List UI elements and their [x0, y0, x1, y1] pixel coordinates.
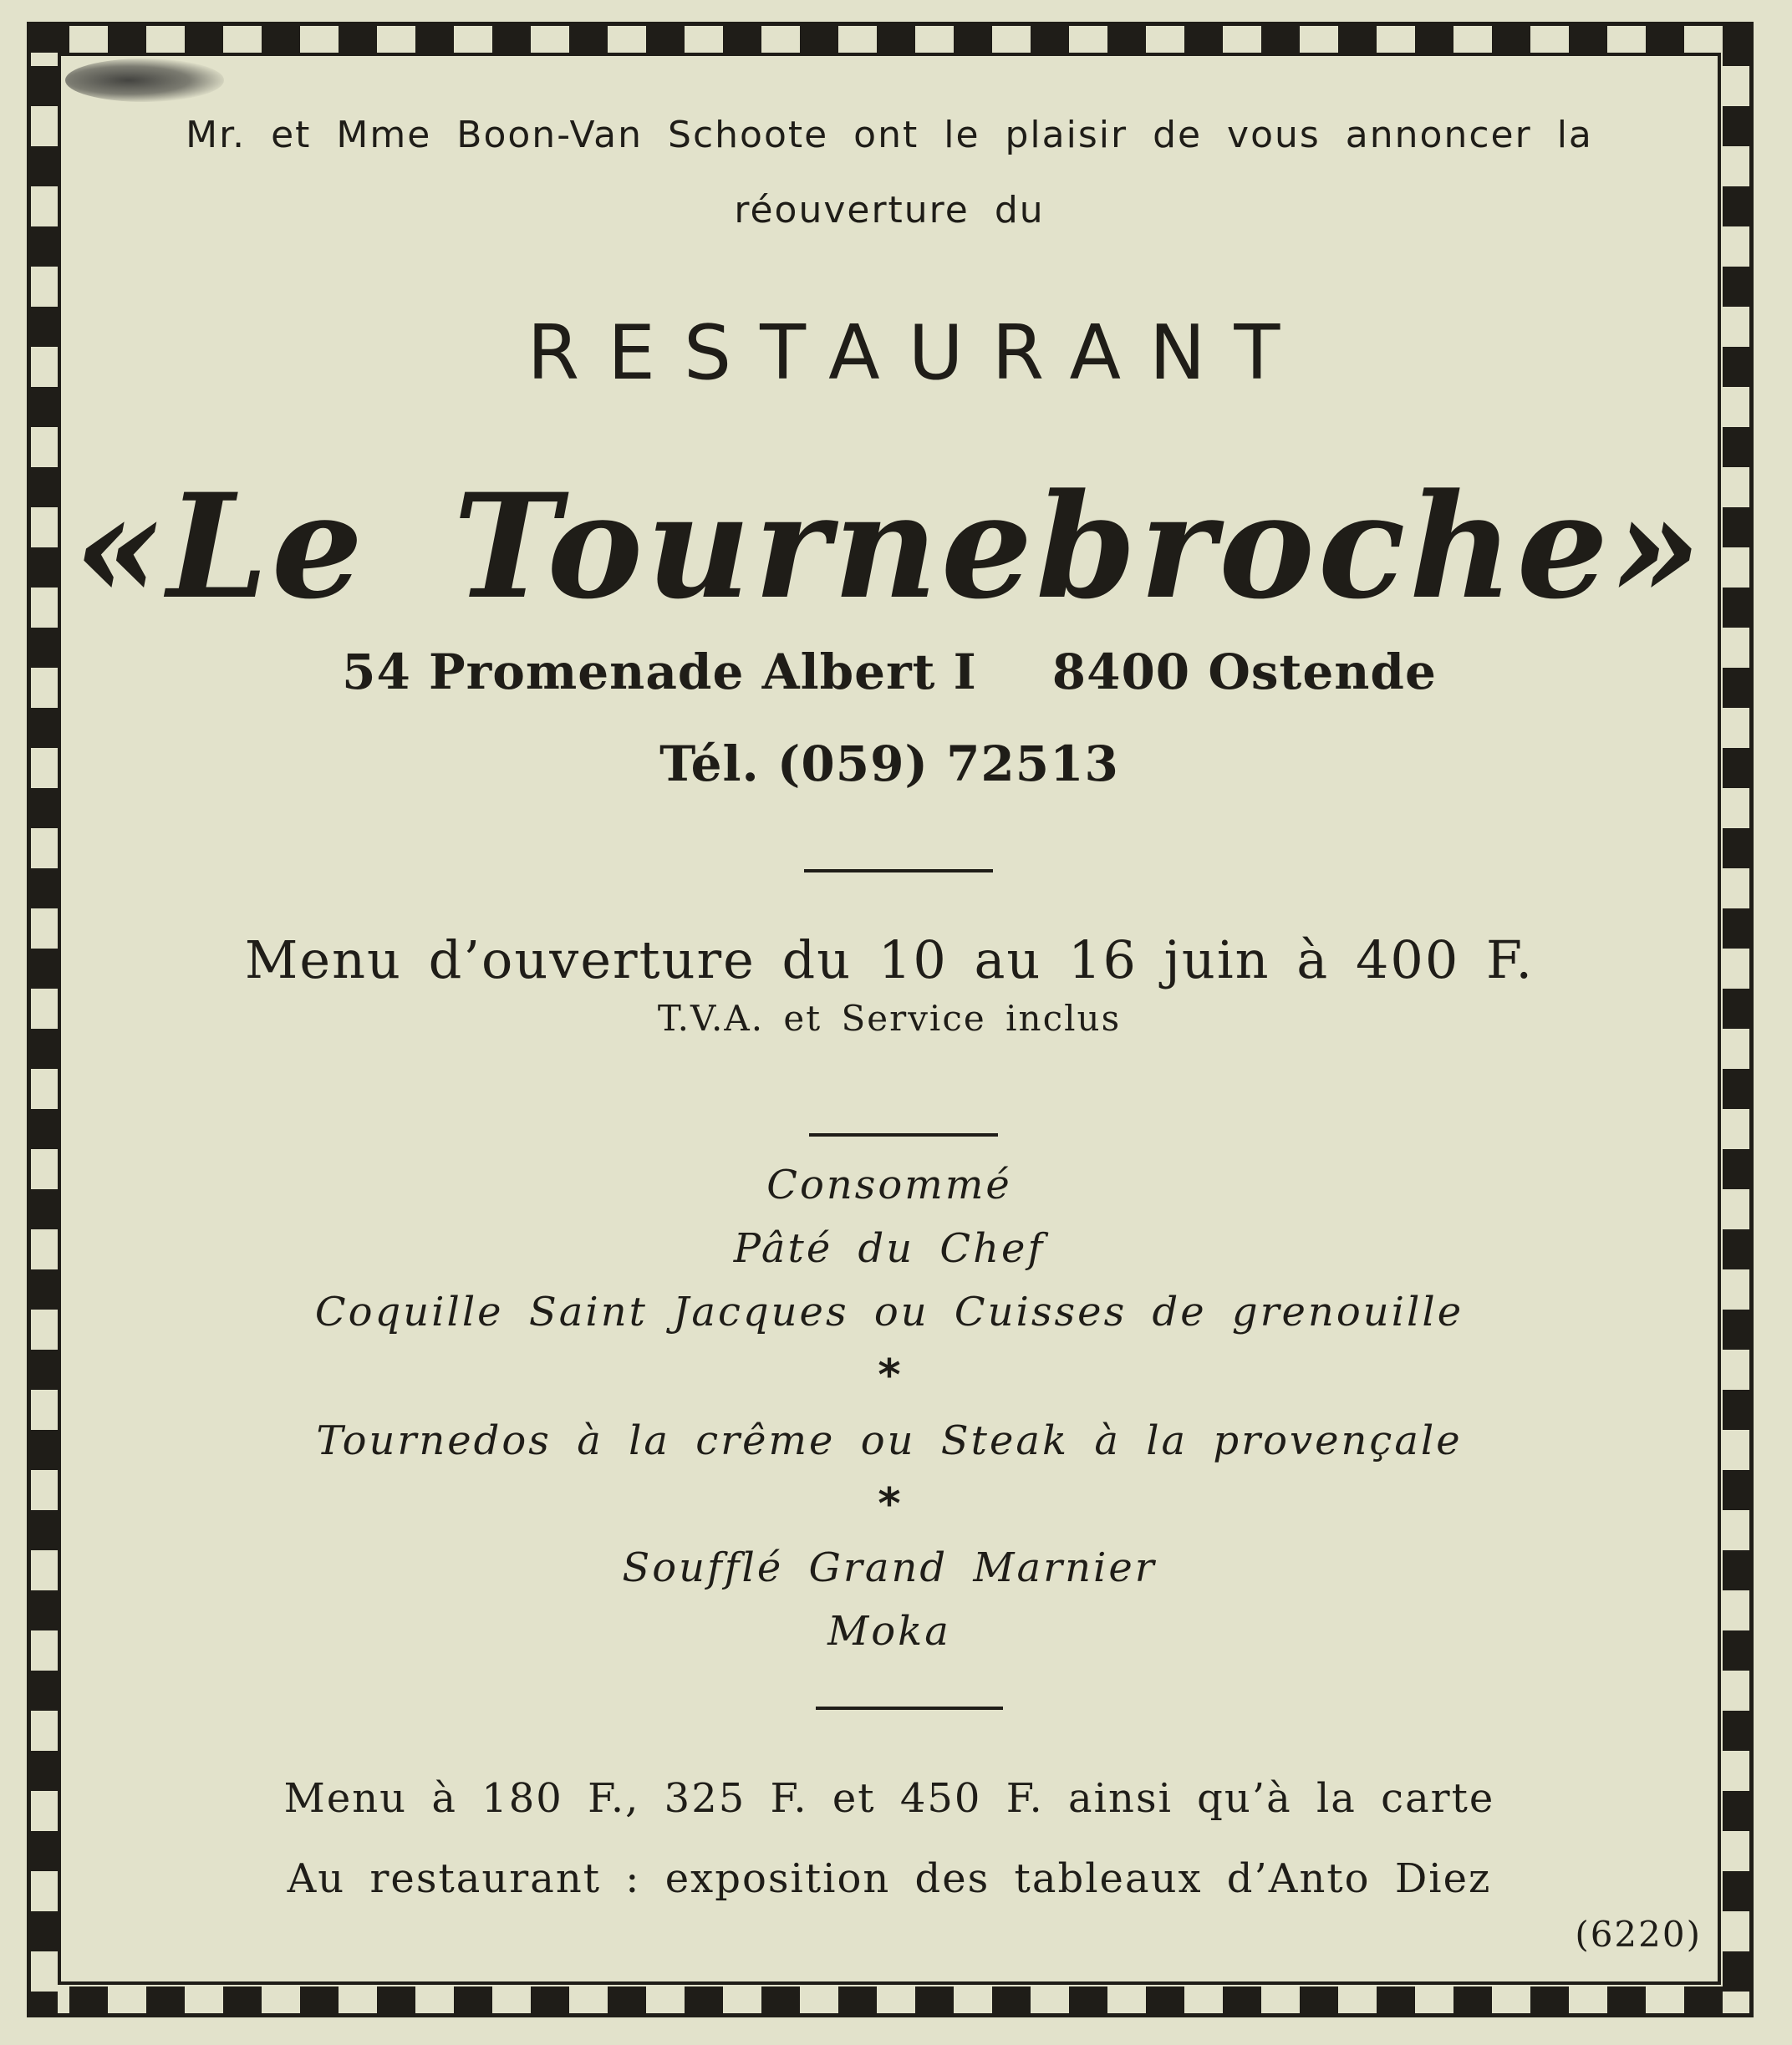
course-separator: *	[878, 1479, 901, 1529]
city-address: 8400 Ostende	[1051, 644, 1437, 700]
ad-reference-number: (6220)	[1575, 1914, 1702, 1955]
course-separator: *	[878, 1351, 901, 1401]
opening-menu-headline: Menu d’ouverture du 10 au 16 juin à 400 F.	[244, 929, 1535, 990]
divider-3	[816, 1707, 1003, 1710]
ink-smudge	[65, 59, 224, 102]
checkered-border-left	[31, 26, 58, 2013]
restaurant-name: «Le Tournebroche»	[74, 461, 1705, 631]
divider-1	[804, 869, 993, 872]
checkered-border-top	[31, 26, 1749, 53]
announcement-line-1: Mr. et Mme Boon-Van Schoote ont le plaisir de vous annoncer la	[186, 114, 1593, 156]
dish-item: Soufflé Grand Marnier	[622, 1544, 1157, 1591]
phone-number: Tél. (059) 72513	[659, 735, 1119, 792]
announcement-line-2: réouverture du	[734, 189, 1045, 231]
address-line	[58, 644, 1721, 700]
dish-item: Moka	[827, 1608, 951, 1655]
street-address: 54 Promenade Albert I	[342, 644, 977, 700]
dish-item: Pâté du Chef	[733, 1225, 1046, 1272]
restaurant-label: RESTAURANT	[527, 309, 1309, 397]
dish-item: Coquille Saint Jacques ou Cuisses de grenouille	[314, 1289, 1464, 1335]
dish-item: Tournedos à la crême ou Steak à la provençale	[316, 1417, 1463, 1464]
divider-2	[809, 1133, 998, 1137]
checkered-border-bottom	[31, 1986, 1749, 2013]
dish-item: Consommé	[766, 1162, 1012, 1208]
opening-menu-note: T.V.A. et Service inclus	[657, 998, 1122, 1039]
other-menus: Menu à 180 F., 325 F. et 450 F. ainsi qu’à la carte	[283, 1775, 1495, 1822]
exhibition-notice: Au restaurant : exposition des tableaux d’Anto Diez	[287, 1855, 1492, 1902]
